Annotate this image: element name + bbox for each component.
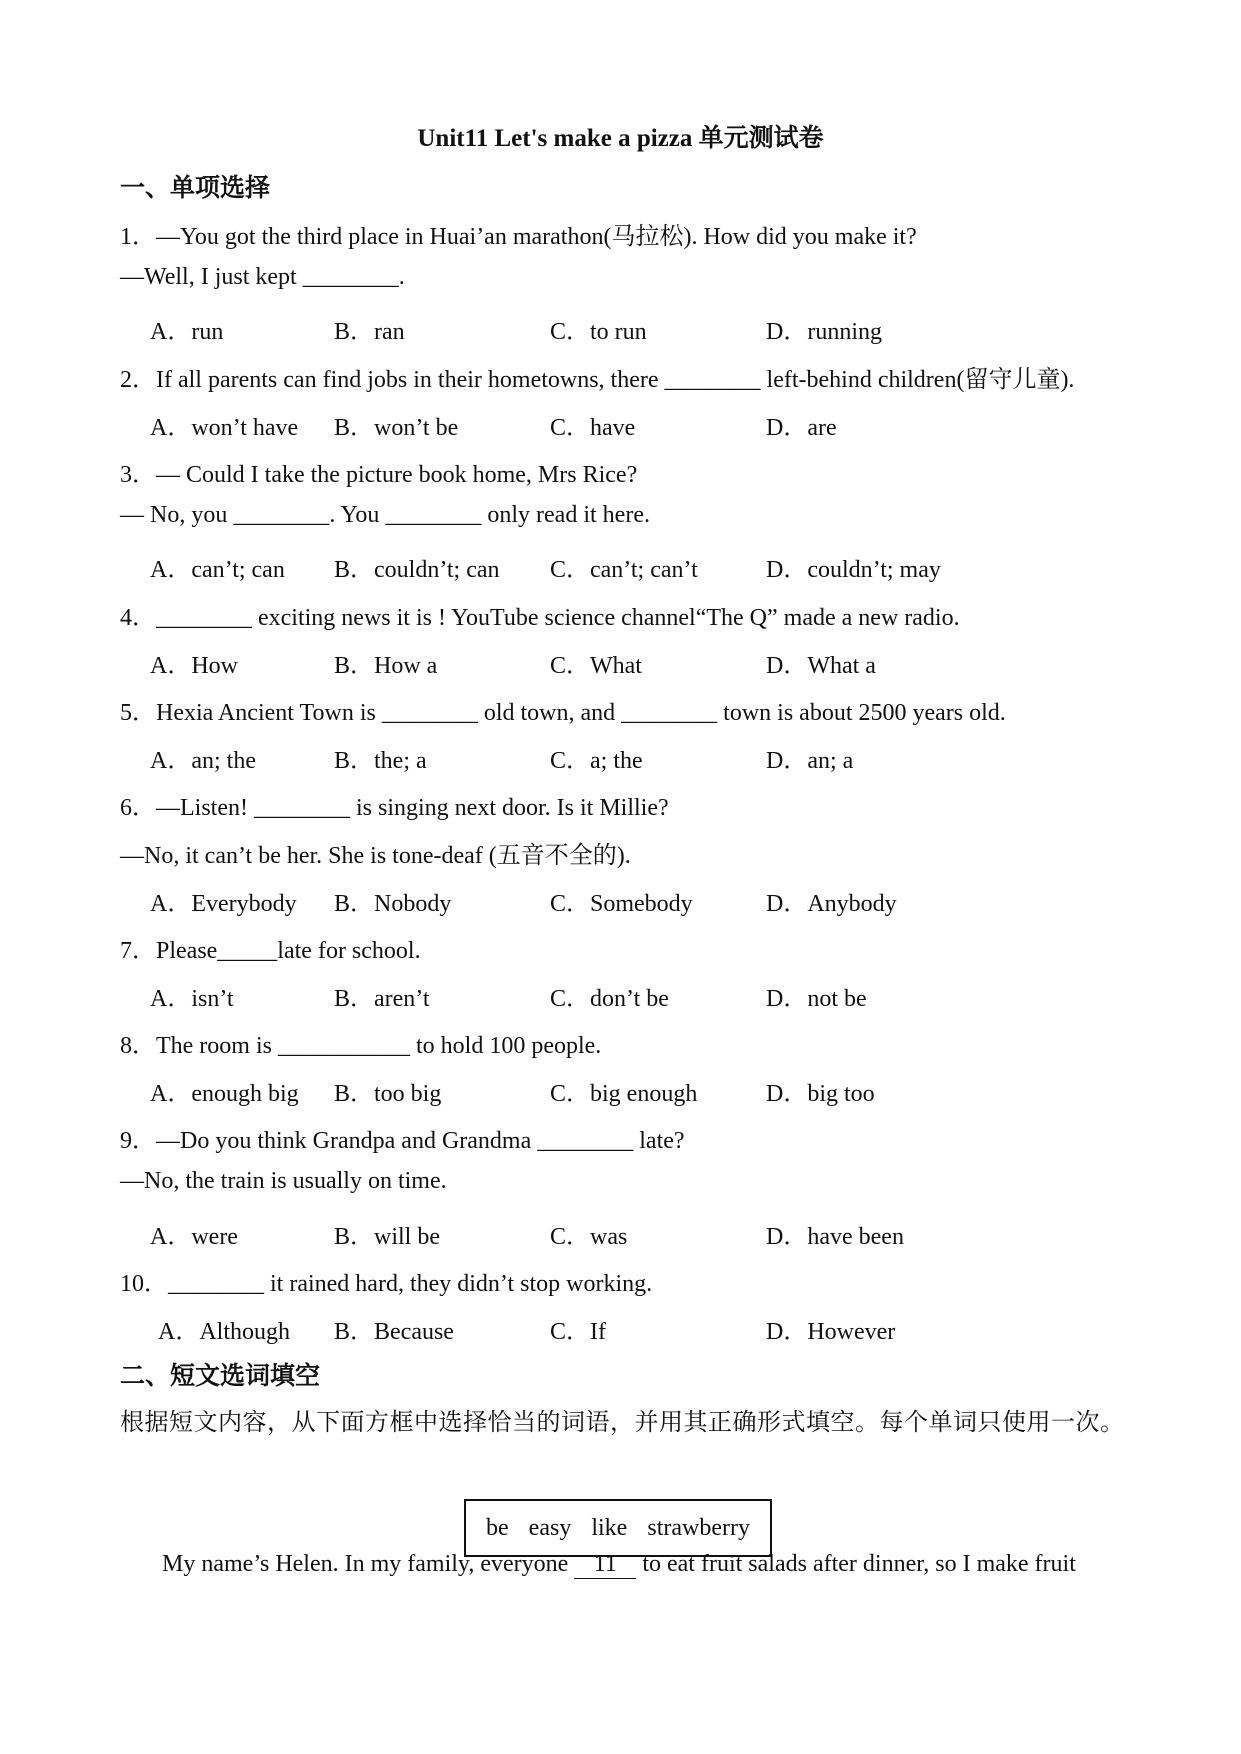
option-a: A．can’t; can	[150, 557, 285, 583]
option-d: D．Anybody	[766, 891, 897, 917]
question-4-options	[150, 645, 1150, 679]
page-title: Unit11 Let's make a pizza 单元测试卷	[417, 125, 824, 152]
question-2-options	[150, 407, 1150, 441]
option-a: A．How	[150, 653, 238, 679]
option-d: D．running	[766, 319, 882, 345]
option-b: B．couldn’t; can	[334, 557, 500, 583]
option-d: D．not be	[766, 986, 867, 1012]
blank-11[interactable]: 11	[574, 1551, 636, 1579]
question-6-line-2: —No, it can’t be her. She is tone-deaf (五音不全的).	[120, 843, 631, 869]
option-b: B．ran	[334, 319, 405, 345]
option-c: C．don’t be	[550, 986, 669, 1012]
option-d: D．are	[766, 415, 837, 441]
passage-text-end: to eat fruit salads after dinner, so I make fruit	[636, 1551, 1076, 1577]
question-4-line-1: 4．________ exciting news it is ! YouTube science channel“The Q” made a new radio.	[120, 605, 960, 631]
word-box-item: strawberry	[647, 1514, 750, 1541]
option-d: D．What a	[766, 653, 876, 679]
question-5-line-1: 5．Hexia Ancient Town is ________ old town, and ________ town is about 2500 years old.	[120, 700, 1006, 726]
question-10-options	[150, 1311, 1150, 1345]
option-a: A．an; the	[150, 748, 256, 774]
option-d: D．an; a	[766, 748, 854, 774]
question-3-line-1: 3．— Could I take the picture book home, Mrs Rice?	[120, 462, 638, 488]
question-5-options	[150, 740, 1150, 774]
option-b: B．too big	[334, 1081, 442, 1107]
option-a: A．Everybody	[150, 891, 297, 917]
option-c: C．a; the	[550, 748, 643, 774]
option-c: C．big enough	[550, 1081, 698, 1107]
section-heading-1: 一、单项选择	[120, 173, 271, 202]
option-d: D．have been	[766, 1224, 904, 1250]
option-a: A．Although	[158, 1319, 290, 1345]
option-b: B．Because	[334, 1319, 454, 1345]
question-8-options	[150, 1073, 1150, 1107]
option-a: A．isn’t	[150, 986, 234, 1012]
option-c: C．If	[550, 1319, 606, 1345]
question-6-line-1: 6．—Listen! ________ is singing next door. Is it Millie?	[120, 795, 669, 821]
passage-line	[162, 1551, 1076, 1579]
option-c: C．have	[550, 415, 636, 441]
option-c: C．was	[550, 1224, 628, 1250]
option-c: C．Somebody	[550, 891, 693, 917]
option-d: D．big too	[766, 1081, 875, 1107]
word-box	[464, 1499, 772, 1557]
word-box-item: like	[591, 1514, 628, 1541]
option-b: B．the; a	[334, 748, 427, 774]
question-7-line-1: 7．Please_____late for school.	[120, 938, 421, 964]
word-box-item: be	[486, 1514, 509, 1541]
question-10-line-1: 10．________ it rained hard, they didn’t stop working.	[120, 1271, 653, 1297]
section-instruction: 根据短文内容，从下面方框中选择恰当的词语，并用其正确形式填空。每个单词只使用一次。	[120, 1408, 1125, 1436]
option-d: D．couldn’t; may	[766, 557, 941, 583]
option-a: A．enough big	[150, 1081, 299, 1107]
question-1-line-2: —Well, I just kept ________.	[120, 264, 405, 290]
question-8-line-1: 8．The room is ___________ to hold 100 people.	[120, 1033, 602, 1059]
word-box-item: easy	[528, 1514, 572, 1541]
section-heading-2: 二、短文选词填空	[120, 1361, 321, 1390]
option-d: D．However	[766, 1319, 896, 1345]
question-7-options	[150, 978, 1150, 1012]
question-9-line-1: 9．—Do you think Grandpa and Grandma ________ late?	[120, 1128, 685, 1154]
option-b: B．won’t be	[334, 415, 459, 441]
option-a: A．were	[150, 1224, 238, 1250]
option-b: B．Nobody	[334, 891, 452, 917]
question-2-line-1: 2．If all parents can find jobs in their hometowns, there ________ left-behind children(留守儿童).	[120, 367, 1075, 393]
question-6-options	[150, 883, 1150, 917]
question-9-line-2: —No, the train is usually on time.	[120, 1168, 447, 1194]
question-9-options	[150, 1216, 1150, 1250]
passage-text-start: My name’s Helen. In my family, everyone	[162, 1551, 575, 1577]
question-1-line-1: 1．—You got the third place in Huai’an marathon(马拉松). How did you make it?	[120, 224, 917, 250]
option-b: B．aren’t	[334, 986, 430, 1012]
option-c: C．What	[550, 653, 642, 679]
question-3-options	[150, 549, 1150, 583]
option-b: B．How a	[334, 653, 438, 679]
question-3-line-2: — No, you ________. You ________ only read it here.	[120, 502, 650, 528]
question-1-options	[150, 311, 1150, 345]
option-c: C．to run	[550, 319, 647, 345]
option-c: C．can’t; can’t	[550, 557, 698, 583]
option-a: A．won’t have	[150, 415, 299, 441]
option-b: B．will be	[334, 1224, 440, 1250]
option-a: A．run	[150, 319, 224, 345]
